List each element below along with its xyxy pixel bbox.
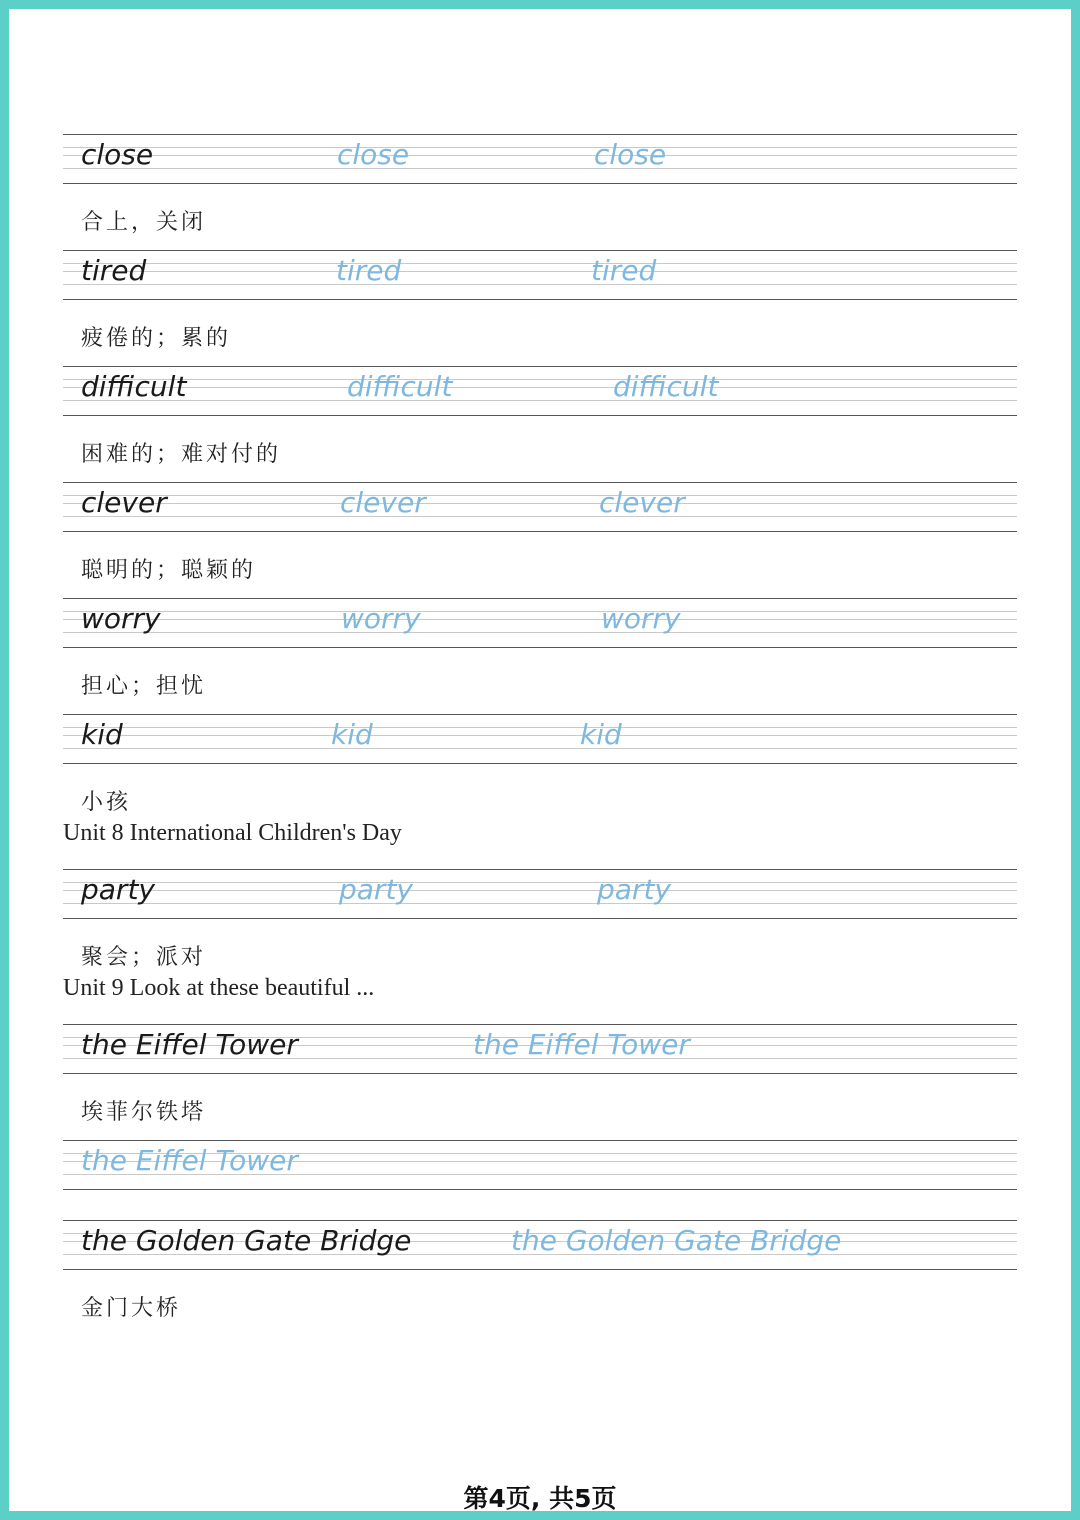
meaning: 埃菲尔铁塔 <box>81 1100 207 1125</box>
handwriting-row <box>63 714 1017 764</box>
trace-word: party <box>339 873 413 906</box>
trace-word: the Golden Gate Bridge <box>511 1224 842 1257</box>
trace-word: tired <box>336 254 402 287</box>
meaning: 困难的；难对付的 <box>81 442 282 467</box>
meaning: 聪明的；聪颖的 <box>81 558 257 583</box>
word: the Golden Gate Bridge <box>81 1224 412 1257</box>
worksheet-page <box>9 9 1071 1511</box>
meaning: 疲倦的；累的 <box>81 326 232 351</box>
word: clever <box>81 486 167 519</box>
handwriting-row <box>63 482 1017 532</box>
word: worry <box>81 602 161 635</box>
trace-word: clever <box>340 486 426 519</box>
word: close <box>81 138 154 171</box>
trace-word: close <box>594 138 667 171</box>
trace-word: the Eiffel Tower <box>81 1144 298 1177</box>
meaning: 金门大桥 <box>81 1296 182 1321</box>
handwriting-row <box>63 1140 1017 1190</box>
handwriting-row <box>63 1220 1017 1270</box>
trace-word: difficult <box>613 370 719 403</box>
meaning: 聚会；派对 <box>81 945 207 970</box>
trace-word: close <box>337 138 410 171</box>
handwriting-row <box>63 366 1017 416</box>
handwriting-row <box>63 134 1017 184</box>
trace-word: clever <box>599 486 685 519</box>
trace-word: worry <box>601 602 681 635</box>
handwriting-row <box>63 869 1017 919</box>
trace-word: party <box>597 873 671 906</box>
word: tired <box>81 254 147 287</box>
trace-word: kid <box>580 718 622 751</box>
trace-word: worry <box>341 602 421 635</box>
word: the Eiffel Tower <box>81 1028 298 1061</box>
handwriting-row <box>63 1024 1017 1074</box>
meaning: 担心；担忧 <box>81 674 207 699</box>
meaning: 合上，关闭 <box>81 210 207 235</box>
meaning: 小孩 <box>81 790 132 815</box>
trace-word: kid <box>331 718 373 751</box>
handwriting-row <box>63 250 1017 300</box>
trace-word: difficult <box>347 370 453 403</box>
trace-word: tired <box>591 254 657 287</box>
word: difficult <box>81 370 187 403</box>
unit-heading: Unit 8 International Children's Day <box>63 820 402 846</box>
page-number: 第4页, 共5页 <box>463 1484 617 1511</box>
handwriting-row <box>63 598 1017 648</box>
unit-heading: Unit 9 Look at these beautiful ... <box>63 975 375 1001</box>
word: kid <box>81 718 123 751</box>
trace-word: the Eiffel Tower <box>473 1028 690 1061</box>
word: party <box>81 873 155 906</box>
